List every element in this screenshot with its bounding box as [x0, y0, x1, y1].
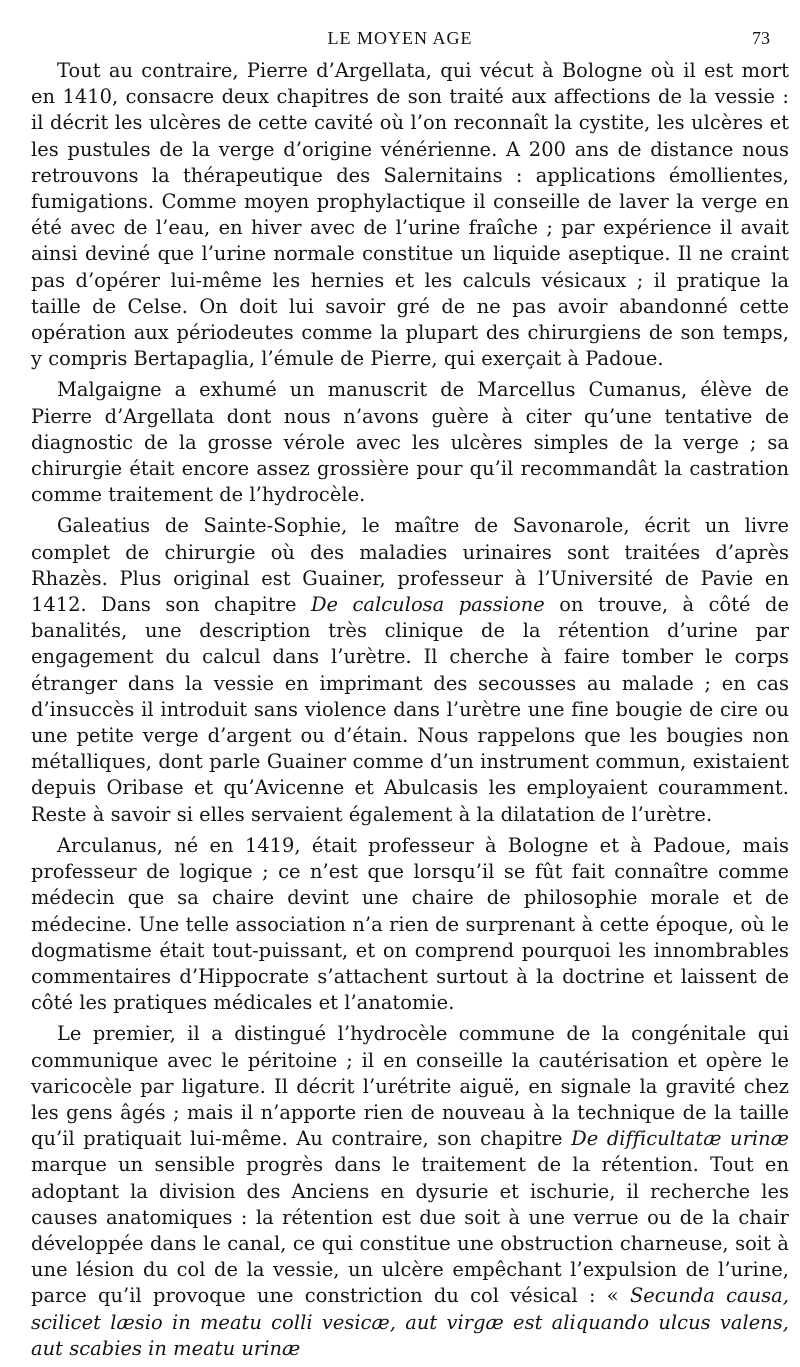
paragraph-malgaigne: Malgaigne a exhumé un manuscrit de Marcellus Cumanus, élève de Pierre d’Argellata dont nous n’avons guère à citer qu’une tentative de diagnostic de la grosse vérole avec les ulcères simples de la verge ; sa chirurgie était encore assez grossière pour qu’il recommandât la castration comme traitement de l’hydrocèle. — [31, 378, 789, 507]
running-head — [0, 24, 800, 54]
chapter-title-de-calculosa-passione: De calculosa passione — [310, 593, 545, 617]
paragraph-galeatius-text-2: on trouve, à côté de banalités, une description très clinique de la rétention d’urine par engagement du calcul dans l’urètre. Il cherche à faire tomber le corps étranger dans la vessie en imprimant des secousses au malade ; en cas d’insuccès il introduit sans violence dans l’urètre une fine bougie de cire ou une petite verge d’argent ou d’étain. Nous rappelons que les bougies non métalliques, dont parle Guainer comme d’un instrument commun, existaient depuis Oribase et qu’Avicenne et Abulcasis les employaient couramment. Reste à savoir si elles servaient également à la dilatation de l’urètre. — [31, 593, 789, 826]
page-number: 73 — [752, 28, 770, 48]
paragraph-argellata: Tout au contraire, Pierre d’Argellata, qui vécut à Bologne où il est mort en 1410, consacre deux chapitres de son traité aux affections de la vessie : il décrit les ulcères de cette cavité où l’on reconnaît la cystite, les ulcères et les pustules de la verge d’origine vénérienne. A 200 ans de distance nous retrouvons la thérapeutique des Salernitains : applications émollientes, fumigations. Comme moyen prophylactique il conseille de laver la verge en été avec de l’eau, en hiver avec de l’urine fraîche ; par expérience il avait ainsi deviné que l’urine normale constitue un liquide aseptique. Il ne craint pas d’opérer lui-même les hernies et les calculs vésicaux ; il pratique la taille de Celse. On doit lui savoir gré de ne pas avoir abandonné cette opération aux périodeutes comme la plupart des chirurgiens de son temps, y compris Bertapaglia, l’émule de Pierre, qui exerçait à Padoue. — [31, 59, 789, 371]
paragraph-arculanus: Arculanus, né en 1419, était professeur à Bologne et à Padoue, mais professeur de logique ; ce n’est que lorsqu’il se fût fait connaître comme médecin que sa chaire devint une chaire de philosophie morale et de médecine. Une telle association n’a rien de surprenant à cette époque, où le dogmatisme était tout-puissant, et on comprend pourquoi les innombrables commentaires d’Hippocrate s’attachent surtout à la doctrine et laissent de côté les pratiques médicales et l’anatomie. — [31, 833, 789, 1015]
chapter-title-de-difficultatae-urinae: De difficultatæ urinæ — [571, 1127, 789, 1151]
paragraph-le-premier-text-1: Le premier, il a distingué l’hydrocèle commune de la congénitale qui communique avec le péritoine ; il en conseille la cautérisation et opère le varicocèle par ligature. Il décrit l’urétrite aiguë, en signale la gravité chez les gens âgés ; mais il n’apporte rien de nouveau à la technique de la taille qu’il pratiquait lui-même. Au contraire, son chapitre — [31, 1022, 789, 1151]
paragraph-galeatius-text-1: Galeatius de Sainte-Sophie, le maître de Savonarole, écrit un livre complet de chirurgie où des maladies urinaires sont traitées d’après Rhazès. Plus original est Guainer, professeur à l’Université de Pavie en 1412. Dans son chapitre — [31, 514, 789, 617]
running-title: LE MOYEN AGE — [327, 28, 473, 48]
latin-quotation: Secunda causa, scilicet læsio in meatu colli vesicæ, aut virgæ est aliquando ulcus valens, aut scabies in meatu urinæ — [31, 1284, 789, 1360]
paragraph-le-premier-text-2: marque un sensible progrès dans le traitement de la rétention. Tout en adoptant la division des Anciens en dysurie et ischurie, il recherche les causes anatomiques : la rétention est due soit à une verrue ou de la chair développée dans le canal, ce qui constitue une obstruction charneuse, soit à une lésion du col de la vessie, un ulcère empêchant l’expulsion de l’urine, parce qu’il provoque une constriction du col vésical : « — [31, 1153, 789, 1308]
body-text — [31, 58, 789, 1367]
paragraph-le-premier — [31, 1021, 789, 1362]
paragraph-galeatius — [31, 513, 789, 827]
